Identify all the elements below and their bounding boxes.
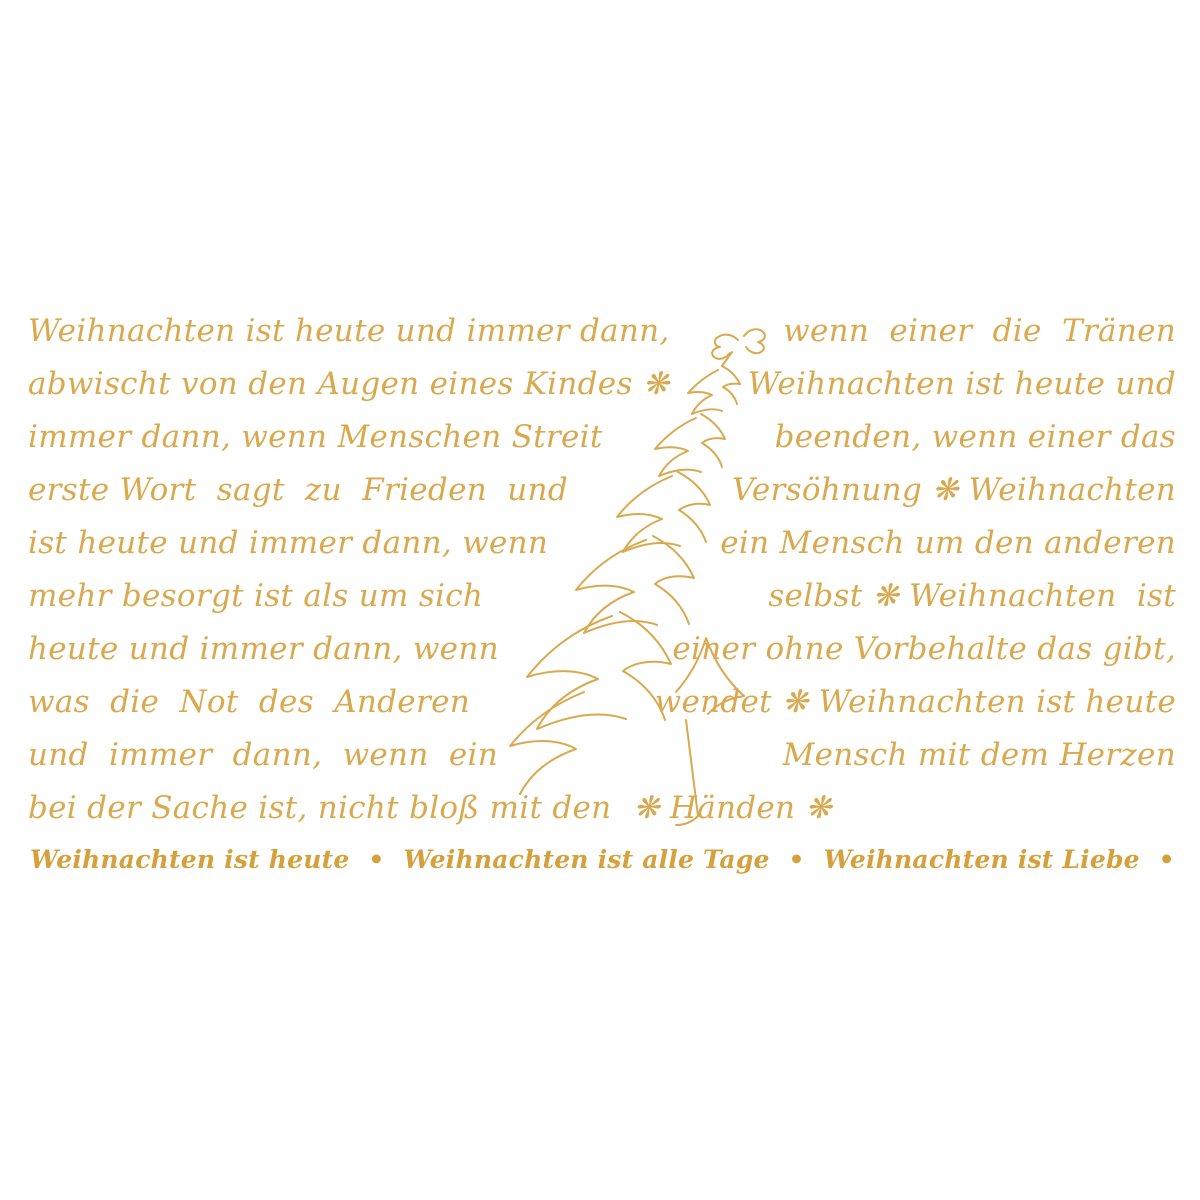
poem-line <box>28 464 1176 517</box>
poem-line-right: ❋ Händen ❋ <box>633 790 832 826</box>
poem-line <box>28 782 1176 835</box>
poem-text <box>28 305 1176 835</box>
poem-line <box>28 517 1176 570</box>
poem-line-right: einer ohne Vorbehalte das gibt, <box>672 631 1176 667</box>
poem-line-right: Versöhnung ❋ Weihnachten <box>732 472 1176 508</box>
poem-line-left: und immer dann, wenn ein <box>28 737 499 773</box>
poem-line-left: bei der Sache ist, nicht bloß mit den <box>28 790 612 826</box>
poem-line-right: selbst ❋ Weihnachten ist <box>768 578 1176 614</box>
poem-line <box>28 358 1176 411</box>
poem-line <box>28 305 1176 358</box>
poem-line-left: was die Not des Anderen <box>28 684 470 720</box>
poem-line-right: wenn einer die Tränen <box>783 313 1176 349</box>
poem-line-left: ist heute und immer dann, wenn <box>28 525 549 561</box>
poem-line-right: wendet ❋ Weihnachten ist heute <box>654 684 1176 720</box>
tagline-part-3: Weihnachten ist Liebe <box>823 845 1140 874</box>
poem-line-right: ein Mensch um den anderen <box>720 525 1176 561</box>
poem-line <box>28 411 1176 464</box>
tagline <box>30 845 1180 874</box>
tagline-part-1: Weihnachten ist heute <box>30 845 350 874</box>
poem-line-left: abwischt von den Augen eines Kindes ❋ <box>28 366 670 402</box>
poem-line-left: Weihnachten ist heute und immer dann, <box>28 313 670 349</box>
poem-line-right: Mensch mit dem Herzen <box>782 737 1176 773</box>
poem-line <box>28 676 1176 729</box>
poem-line-right: Weihnachten ist heute und <box>747 366 1176 402</box>
poem-line-left: heute und immer dann, wenn <box>28 631 499 667</box>
tagline-separator: • <box>788 845 805 874</box>
poem-line-left: mehr besorgt ist als um sich <box>28 578 484 614</box>
tagline-separator-trailing: • <box>1158 845 1175 874</box>
poem-line-left: erste Wort sagt zu Frieden und <box>28 472 568 508</box>
tagline-separator: • <box>368 845 385 874</box>
poem-line <box>28 729 1176 782</box>
poem-line-left: immer dann, wenn Menschen Streit <box>28 419 603 455</box>
tagline-part-2: Weihnachten ist alle Tage <box>403 845 770 874</box>
poem-line <box>28 570 1176 623</box>
poem-line <box>28 623 1176 676</box>
poem-line-right: beenden, wenn einer das <box>774 419 1176 455</box>
